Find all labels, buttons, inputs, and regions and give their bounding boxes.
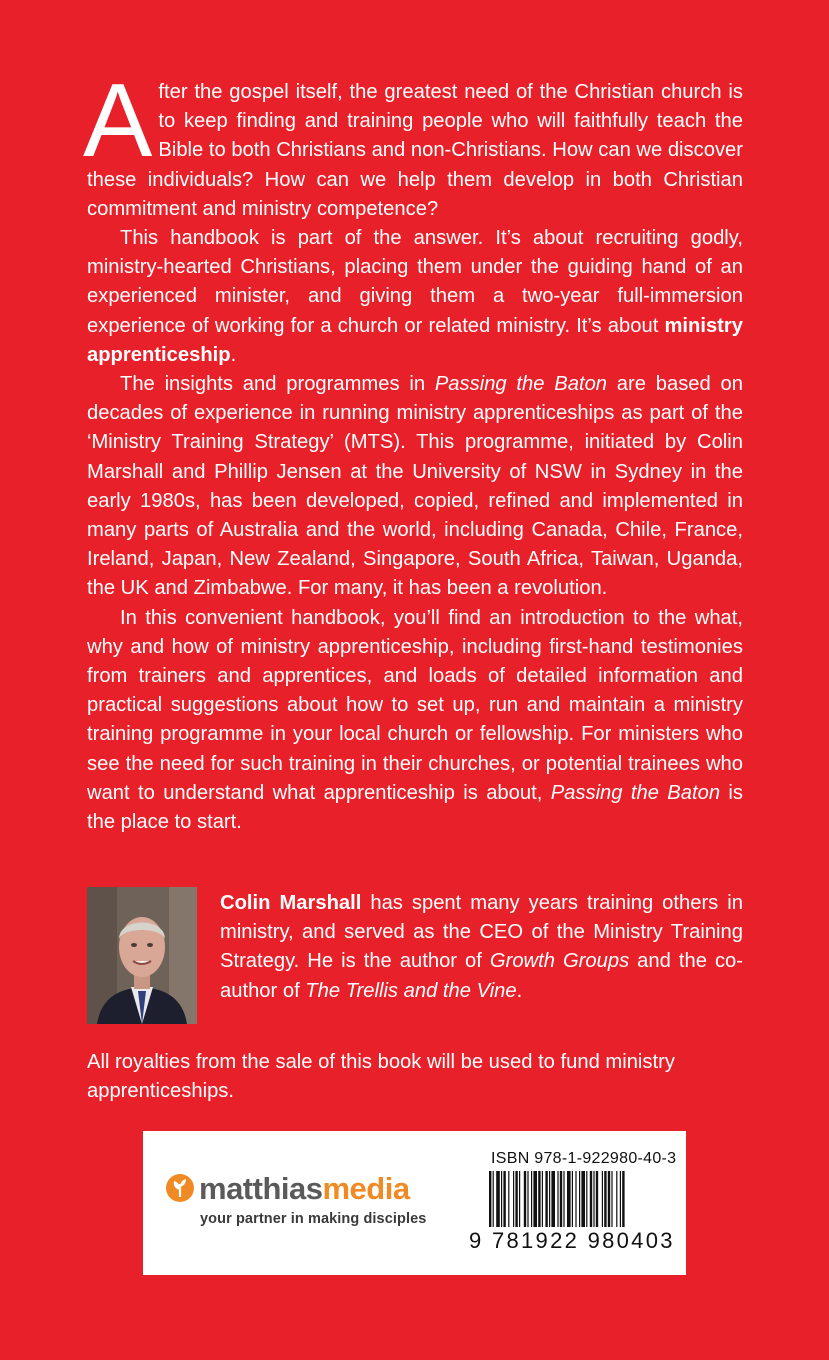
barcode-bar: [503, 1171, 505, 1227]
barcode-bar: [493, 1171, 494, 1227]
blurb-p4-text: In this convenient handbook, you’ll find an introduction to the what, why and how of ministry apprenticeship, including first-hand testimonies from trainers and apprentices, and loads of detailed information and practical suggestions about how to set up, run and maintain a ministry training programme in your local church or fellowship. For ministers who see the need for such training in their churches, or potential trainees who want to understand what apprenticeship is about,: [87, 606, 743, 804]
barcode-bar: [575, 1171, 576, 1227]
isbn-label: ISBN 978-1-922980-40-3: [491, 1150, 677, 1167]
author-photo: [87, 887, 197, 1024]
publisher-name-part1: matthias: [199, 1171, 323, 1206]
blurb-p2-text: This handbook is part of the answer. It’s about recruiting godly, ministry-hearted Christians, placing them under the guiding hand of an experienced minister, and giving them a two-year full-immersion experience of working for a church or related ministry. It’s about: [87, 227, 743, 337]
barcode-bar: [515, 1171, 517, 1227]
barcode-bar: [557, 1171, 558, 1227]
publisher-name-part2: media: [322, 1171, 410, 1206]
barcode-bar: [531, 1171, 532, 1227]
barcode-bar: [590, 1171, 592, 1227]
book-trellis-vine: The Trellis and the Vine: [305, 979, 517, 1002]
barcode-bar: [513, 1171, 514, 1227]
barcode-bar: [524, 1171, 526, 1227]
publisher-barcode-panel: [143, 1131, 686, 1275]
barcode-bar: [616, 1171, 617, 1227]
barcode-bar: [581, 1171, 585, 1227]
author-name: Colin Marshall: [220, 892, 362, 914]
blurb-p3-rest: are based on decades of experience in running ministry apprenticeships as part of the ‘Ministry Training Strategy’ (MTS). This programme, initiated by Colin Marshall and Phillip Jensen at the University of NSW in Sydney in the early 1980s, has been developed, copied, refined and implemented in many parts of Australia and the world, including Canada, Chile, France, Ireland, Japan, New Zealand, Singapore, South Africa, Taiwan, Uganda, the UK and Zimbabwe. For many, it has been a revolution.: [87, 373, 743, 600]
barcode-bar: [586, 1171, 587, 1227]
barcode-bar: [542, 1171, 543, 1227]
blurb-p4-end: is the place to start.: [87, 781, 744, 834]
publisher-name: [199, 1171, 410, 1207]
barcode-bar: [604, 1171, 606, 1227]
barcode-bar: [508, 1171, 509, 1227]
barcode-bar: [611, 1171, 612, 1227]
barcode-bar: [596, 1171, 598, 1227]
blurb-paragraph-4: [87, 604, 743, 838]
barcode-bar: [519, 1171, 520, 1227]
barcode-bar: [620, 1171, 621, 1227]
bio-part-1: has spent many years training others in ministry, and served as the CEO of the Ministry Training Strategy. He is the author of: [220, 892, 743, 973]
author-portrait-icon: [87, 887, 197, 1024]
barcode-bar: [545, 1171, 547, 1227]
blurb-paragraph-3: [87, 370, 743, 604]
barcode-bar: [567, 1171, 571, 1227]
blurb-paragraph-1: [83, 63, 743, 224]
bio-part-2: and the co-author of: [220, 950, 743, 1002]
emphasis-ministry-apprenticeship: ministry apprenticeship: [87, 314, 743, 366]
author-bio-text: [220, 889, 743, 1006]
barcode-bar: [563, 1171, 564, 1227]
book-title-italic: Passing the Baton: [550, 781, 721, 804]
barcode-bar: [489, 1171, 491, 1227]
matthias-media-logo-icon: [165, 1173, 195, 1203]
barcode-bar: [551, 1171, 555, 1227]
blurb-p1-text: fter the gospel itself, the greatest need of the Christian church is to keep finding and training people who will faithfully teach the Bible to both Christians and non-Christians. How can we discover these individuals? How can we help them develop in both Christian commitment and ministry competence?: [87, 81, 743, 220]
back-cover-blurb: [83, 63, 744, 837]
publisher-tagline: your partner in making disciples: [200, 1211, 427, 1227]
barcode-bar: [560, 1171, 562, 1227]
barcode-bar: [533, 1171, 537, 1227]
barcode-bar: [501, 1171, 502, 1227]
barcode-bar: [602, 1171, 603, 1227]
barcode-bar: [593, 1171, 594, 1227]
drop-cap: A: [83, 63, 153, 179]
barcode-icon: [487, 1171, 672, 1229]
barcode-bar: [608, 1171, 610, 1227]
blurb-p3-start: The insights and programmes in: [120, 373, 435, 396]
barcode-bar: [527, 1171, 528, 1227]
barcode-digits: 9 781922 980403: [469, 1228, 675, 1253]
blurb-p2-end: .: [230, 343, 237, 366]
barcode-bar: [496, 1171, 500, 1227]
barcode-bar: [572, 1171, 573, 1227]
barcode-bar: [549, 1171, 550, 1227]
book-title-italic: Passing the Baton: [434, 373, 608, 396]
book-growth-groups: Growth Groups: [489, 950, 630, 973]
barcode-bar: [622, 1171, 624, 1227]
royalty-note: All royalties from the sale of this book will be used to fund ministry apprenticeships.: [87, 1051, 675, 1103]
barcode-bar: [579, 1171, 580, 1227]
blurb-paragraph-2: [87, 224, 743, 370]
barcode-bar: [538, 1171, 540, 1227]
bio-part-3: .: [516, 979, 523, 1002]
